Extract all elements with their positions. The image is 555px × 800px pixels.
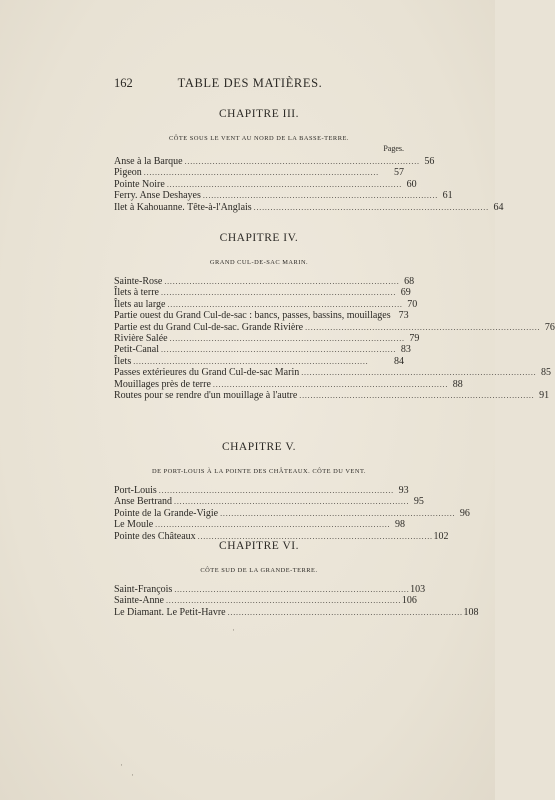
entry-label: Routes pour se rendre d'un mouillage à l'autre bbox=[114, 389, 298, 401]
dot-leader bbox=[301, 367, 535, 378]
entry-label: Passes extérieures du Grand Cul-de-sac Marin bbox=[114, 367, 300, 379]
dot-leader bbox=[174, 584, 408, 595]
spacer bbox=[114, 576, 404, 584]
chapter-subtitle: CÔTE SOUS LE VENT AU NORD DE LA BASSE-TERRE. bbox=[169, 135, 349, 142]
dot-leader bbox=[133, 356, 388, 367]
spacer bbox=[114, 477, 404, 485]
entry-label: Sainte-Rose bbox=[114, 276, 163, 287]
entry-label: Îlets au large bbox=[114, 298, 166, 310]
entry-page: 91 bbox=[539, 389, 550, 401]
chapter-section bbox=[114, 108, 504, 213]
list-item bbox=[114, 344, 411, 356]
entry-label: Anse Bertrand bbox=[114, 496, 173, 508]
entry-page: 85 bbox=[541, 367, 552, 379]
dot-leader bbox=[213, 379, 447, 390]
entry-list bbox=[114, 485, 470, 542]
entry-list bbox=[114, 276, 555, 401]
list-item bbox=[114, 378, 463, 390]
list-item bbox=[114, 496, 424, 508]
entry-page: 102 bbox=[433, 530, 449, 542]
dot-leader bbox=[155, 519, 389, 530]
dot-leader bbox=[220, 508, 454, 519]
list-item bbox=[114, 485, 409, 496]
chapter-subtitle: DE PORT-LOUIS À LA POINTE DES CHÂTEAUX. CÔTE DU VENT. bbox=[152, 468, 366, 475]
entry-label: Le Moule bbox=[114, 519, 154, 531]
dot-leader bbox=[254, 202, 488, 213]
list-item bbox=[114, 167, 404, 178]
entry-label: Anse à la Barque bbox=[114, 156, 183, 167]
list-item bbox=[114, 507, 470, 519]
entry-page: 79 bbox=[409, 332, 420, 344]
entry-page: 64 bbox=[493, 201, 504, 213]
dot-leader bbox=[161, 344, 395, 355]
chapter-heading: CHAPITRE VI. bbox=[219, 540, 299, 552]
list-item bbox=[114, 298, 418, 310]
running-head bbox=[114, 76, 386, 92]
entry-label: Îlets à terre bbox=[114, 287, 159, 299]
entry-page: 70 bbox=[407, 298, 418, 310]
dot-leader bbox=[167, 299, 401, 310]
chapter-section bbox=[114, 441, 470, 542]
entry-label: Pointe des Châteaux bbox=[114, 530, 196, 542]
entry-label: Rivière Salée bbox=[114, 332, 168, 344]
list-item bbox=[114, 584, 426, 595]
chapter-section bbox=[114, 232, 555, 401]
list-item bbox=[114, 156, 435, 167]
entry-page: 84 bbox=[394, 355, 404, 367]
entry-label: Pointe de la Grande-Vigie bbox=[114, 507, 219, 519]
entry-label: Le Diamant. Le Petit-Havre bbox=[114, 606, 226, 618]
entry-label: Partie est du Grand Cul-de-sac. Grande Rivière bbox=[114, 321, 304, 333]
entry-page: 57 bbox=[394, 167, 404, 179]
entry-page: 95 bbox=[413, 496, 424, 508]
pages-column-label: Pages. bbox=[383, 144, 404, 153]
dot-leader bbox=[159, 485, 393, 496]
entry-page: 93 bbox=[398, 485, 409, 496]
entry-page: 103 bbox=[410, 584, 426, 595]
list-item bbox=[114, 276, 415, 287]
list-item bbox=[114, 356, 404, 367]
dot-leader bbox=[299, 390, 533, 401]
entry-page: 73 bbox=[398, 310, 409, 322]
list-item bbox=[114, 201, 504, 213]
chapter-heading: CHAPITRE IV. bbox=[219, 232, 299, 244]
entry-label: Îlets bbox=[114, 355, 132, 367]
ink-speck: · bbox=[120, 760, 123, 770]
list-item bbox=[114, 310, 409, 322]
entry-page: 98 bbox=[394, 519, 405, 531]
list-item bbox=[114, 389, 550, 401]
entry-page: 60 bbox=[406, 178, 417, 190]
entry-label: Pointe Noire bbox=[114, 178, 165, 190]
dot-leader bbox=[185, 156, 419, 167]
entry-label: Mouillages près de terre bbox=[114, 378, 211, 390]
entry-list bbox=[114, 584, 479, 618]
list-item bbox=[114, 287, 411, 299]
list-item bbox=[114, 367, 552, 379]
entry-page: 69 bbox=[400, 287, 411, 299]
chapter-subtitle: CÔTE SUD DE LA GRANDE-TERRE. bbox=[200, 567, 318, 574]
dot-leader bbox=[170, 333, 404, 344]
entry-page: 56 bbox=[424, 156, 435, 167]
entry-label: Sainte-Anne bbox=[114, 595, 164, 607]
dot-leader bbox=[144, 167, 388, 178]
entry-label: Ilet à Kahouanne. Tête-à-l'Anglais bbox=[114, 201, 252, 213]
dot-leader bbox=[305, 322, 539, 333]
spacer bbox=[114, 268, 404, 276]
chapter-subtitle: GRAND CUL-DE-SAC MARIN. bbox=[209, 259, 309, 266]
dot-leader bbox=[174, 496, 408, 507]
dot-leader bbox=[203, 190, 437, 201]
chapter-heading: CHAPITRE III. bbox=[219, 108, 299, 120]
entry-page: 68 bbox=[404, 276, 415, 287]
dot-leader bbox=[166, 595, 400, 606]
dot-leader bbox=[167, 179, 401, 190]
entry-page: 106 bbox=[401, 595, 417, 607]
entry-label: Port-Louis bbox=[114, 485, 157, 496]
page-number: 162 bbox=[114, 76, 133, 90]
entry-list bbox=[114, 156, 504, 213]
list-item bbox=[114, 595, 417, 607]
entry-label: Petit-Canal bbox=[114, 344, 159, 356]
entry-page: 88 bbox=[452, 378, 463, 390]
dot-leader bbox=[228, 607, 462, 618]
page-title: TABLE DES MATIÈRES. bbox=[177, 76, 323, 90]
dot-leader bbox=[164, 276, 398, 287]
entry-label: Partie ouest du Grand Cul-de-sac : bancs, passes, bassins, mouillages bbox=[114, 310, 391, 322]
list-item bbox=[114, 178, 417, 190]
list-item bbox=[114, 190, 453, 202]
entry-page: 83 bbox=[400, 344, 411, 356]
chapter-section bbox=[114, 540, 479, 618]
list-item bbox=[114, 332, 420, 344]
entry-label: Pigeon bbox=[114, 167, 142, 179]
list-item bbox=[114, 519, 404, 530]
list-item bbox=[114, 321, 555, 333]
entry-page: 96 bbox=[459, 507, 470, 519]
chapter-heading: CHAPITRE V. bbox=[221, 441, 297, 453]
dot-leader bbox=[161, 287, 395, 298]
ink-speck: · bbox=[232, 625, 235, 635]
entry-page: 76 bbox=[544, 321, 555, 333]
entry-label: Saint-François bbox=[114, 584, 173, 595]
entry-label: Ferry. Anse Deshayes bbox=[114, 190, 201, 202]
entry-page: 61 bbox=[442, 190, 453, 202]
ink-speck: · bbox=[131, 770, 134, 780]
entry-page: 108 bbox=[463, 606, 479, 618]
list-item bbox=[114, 606, 479, 618]
